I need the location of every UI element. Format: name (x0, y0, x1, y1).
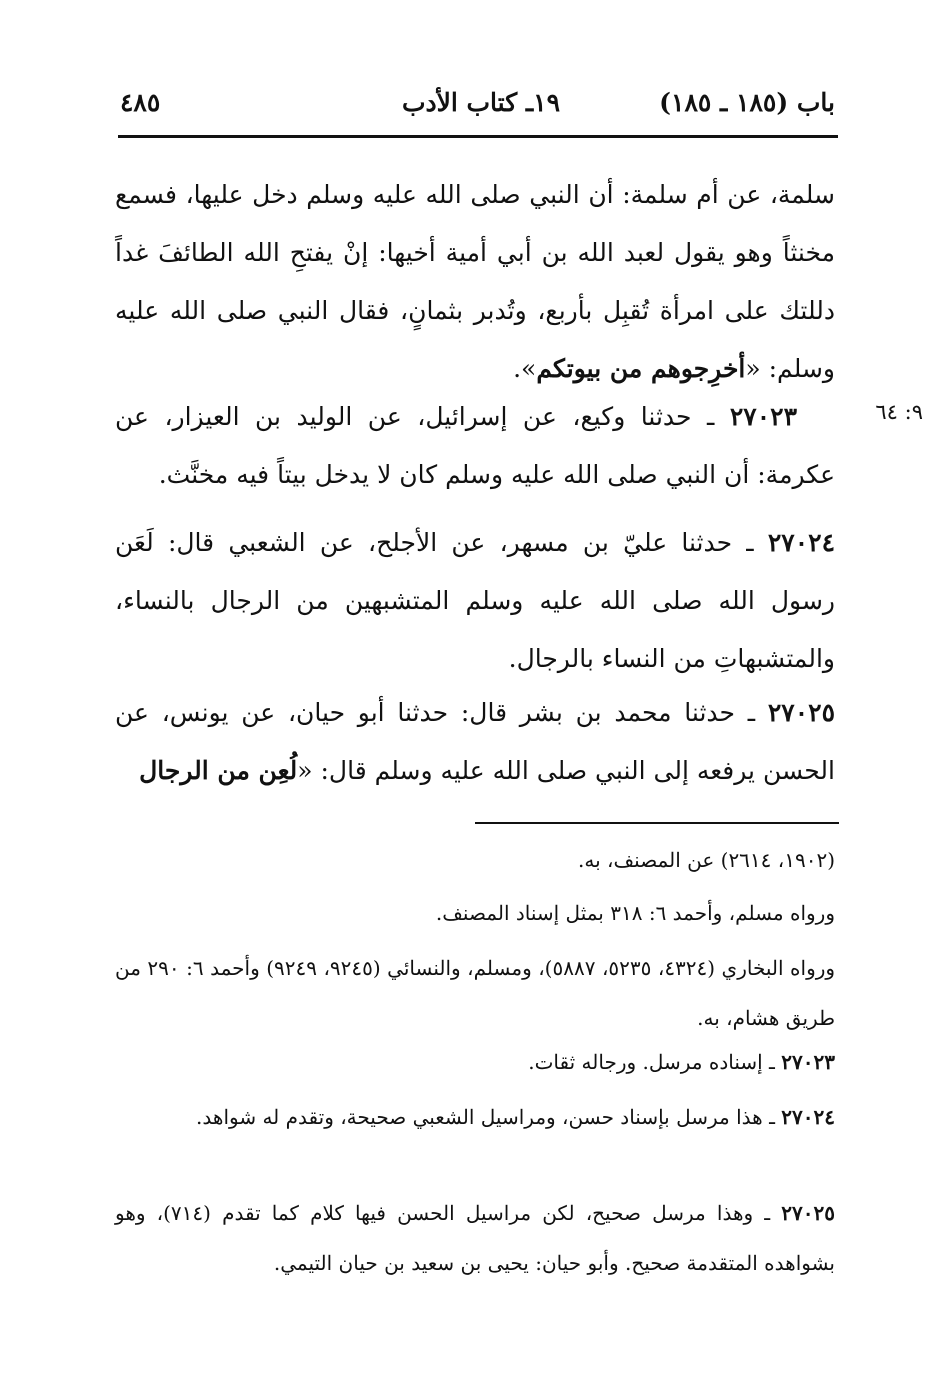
hadith-text: ـ حدثنا وكيع، عن إسرائيل، عن الوليد بن العيزار، عن عكرمة: أن النبي صلى الله عليه وسلم كان لا يدخل بيتاً فيه مخنَّث. (115, 402, 835, 489)
footnote: (١٩٠٢، ٢٦١٤) عن المصنف، به. (578, 848, 835, 872)
hadith-27023 (115, 388, 835, 504)
header-divider (118, 135, 838, 138)
page-number: ٤٨٥ (120, 88, 161, 117)
book-title: ١٩ـ كتاب الأدب (401, 88, 560, 117)
hadith-number: ٢٧٠٢٤ (767, 528, 835, 557)
footnote: ورواه مسلم، وأحمد ٦: ٣١٨ بمثل إسناد المصنف. (435, 901, 835, 925)
footnote-text: ـ هذا مرسل بإسناد حسن، ومراسيل الشعبي صحيحة، وتقدم له شواهد. (196, 1105, 782, 1129)
hadith-continuation (115, 166, 835, 398)
continuation-end: ». (513, 354, 537, 383)
continuation-text: سلمة، عن أم سلمة: أن النبي صلى الله عليه وسلم دخل عليها، فسمع مخنثاً وهو يقول لعبد الله بن أبي أمية أخيها: إنْ يفتحِ الله الطائفَ غداً دللتك على امرأة تُقبِل بأربع، وتُدبر بثمانٍ، فقال النبي صلى الله عليه وسلم: « (115, 180, 835, 383)
footnote (115, 1037, 835, 1087)
footnote-number: ٢٧٠٢٥ (781, 1201, 835, 1225)
margin-reference: ٩: ٦٤ (875, 400, 923, 424)
footnote-text: ـ إسناده مرسل. ورجاله ثقات. (528, 1050, 782, 1074)
footnote-number: ٢٧٠٢٣ (781, 1050, 835, 1074)
footnote: ورواه البخاري (٤٣٢٤، ٥٢٣٥، ٥٨٨٧)، ومسلم، والنسائي (٩٢٤٥، ٩٢٤٩) وأحمد ٦: ٢٩٠ من طريق هشام، به. (115, 956, 836, 1030)
hadith-text: ـ حدثنا عليّ بن مسهر، عن الأجلح، عن الشعبي قال: لَعَن رسول الله صلى الله عليه وسلم المتشبهين من الرجال بالنساء، والمتشبهاتِ من النساء بالرجال. (115, 528, 835, 673)
footnote-divider (475, 822, 839, 824)
hadith-27025 (115, 684, 835, 800)
hadith-text: ـ حدثنا محمد بن بشر قال: حدثنا أبو حيان، عن يونس، عن الحسن يرفعه إلى النبي صلى الله عليه وسلم قال: « (115, 698, 835, 785)
footnote (115, 1188, 835, 1288)
hadith-number: ٢٧٠٢٣ (729, 402, 797, 431)
footnote-text: ـ وهذا مرسل صحيح، لكن مراسيل الحسن فيها كلام كما تقدم (٧١٤)، وهو بشواهده المتقدمة صحيح. وأبو حيان: يحيى بن سعيد بن حيان التيمي. (115, 1201, 835, 1275)
hadith-quote: لُعِن من الرجال (139, 756, 298, 785)
chapter-heading: باب (١٨٥ ـ ١٨٥) (659, 88, 835, 117)
hadith-27024 (115, 514, 835, 688)
continuation-quote: أخرِجوهم من بيوتكم (536, 354, 746, 383)
footnote (115, 1092, 835, 1142)
hadith-number: ٢٧٠٢٥ (767, 698, 835, 727)
footnote-number: ٢٧٠٢٤ (781, 1105, 835, 1129)
